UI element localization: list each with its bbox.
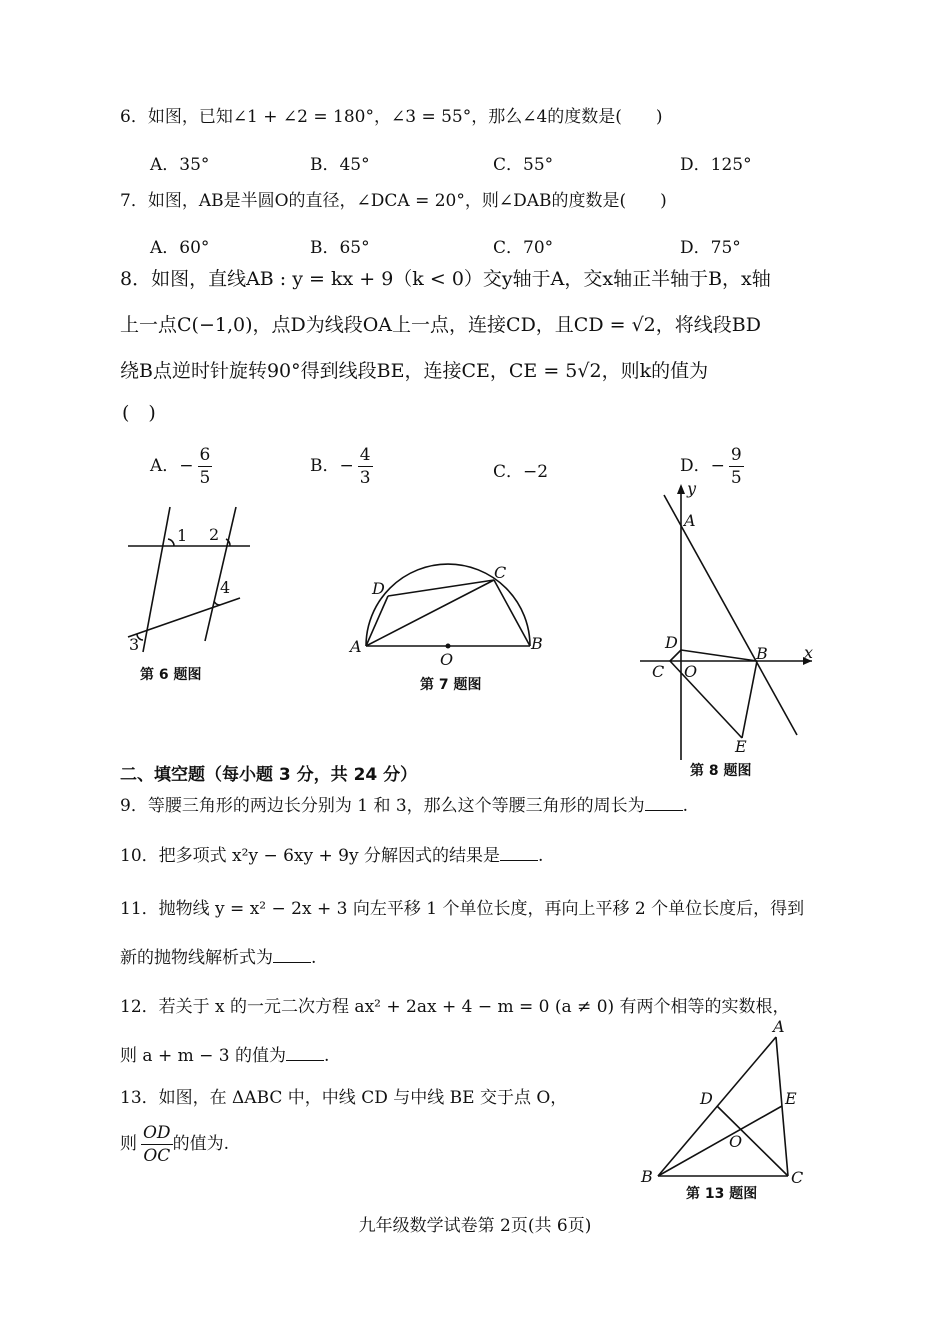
q7-option-d[interactable]: D．75° bbox=[680, 238, 741, 258]
fig13-label-b: B bbox=[641, 1167, 653, 1186]
fig8-label-x: x bbox=[804, 643, 814, 662]
question-6-text: 6．如图，已知∠1 + ∠2 = 180°，∠3 = 55°，那么∠4的度数是( ) bbox=[120, 107, 663, 127]
fig8-label-y: y bbox=[687, 479, 697, 498]
fig13-median-cd bbox=[717, 1106, 788, 1176]
q12-text: 则 a + m − 3 的值为 bbox=[120, 1046, 286, 1066]
section-2-title: 二、填空题（每小题 3 分，共 24 分） bbox=[120, 765, 418, 785]
fig13-label-d: D bbox=[700, 1089, 713, 1108]
q8-option-c-value: −2 bbox=[523, 462, 549, 482]
q11-end: . bbox=[311, 948, 317, 968]
fig6-label-1: 1 bbox=[177, 526, 188, 545]
q8-option-a-sign: − bbox=[179, 456, 194, 476]
q8-option-d-den: 5 bbox=[730, 468, 742, 488]
fig8-segment-be bbox=[742, 661, 757, 738]
q9-end: . bbox=[682, 796, 689, 816]
q13-fraction bbox=[141, 1122, 173, 1167]
q8-option-b-num: 4 bbox=[359, 445, 371, 465]
fig8-caption: 第 8 题图 bbox=[690, 763, 752, 779]
q9-text: 9．等腰三角形的两边长分别为 1 和 3，那么这个等腰三角形的周长为 bbox=[120, 796, 645, 816]
q8-option-d-num: 9 bbox=[730, 445, 742, 465]
page-footer: 九年级数学试卷第 2页(共 6页) bbox=[358, 1216, 592, 1236]
q8-option-b-letter: B． bbox=[310, 456, 340, 476]
fig8-label-b: B bbox=[756, 644, 768, 663]
fig7-label-a: A bbox=[350, 637, 362, 656]
fig8-line-ab bbox=[664, 495, 797, 735]
fig8-label-a: A bbox=[684, 511, 696, 530]
q6-option-a[interactable]: A．35° bbox=[150, 155, 210, 175]
fig13-label-e: E bbox=[785, 1089, 797, 1108]
question-8-line-2: 上一点C(−1,0)，点D为线段OA上一点，连接CD，且CD = √2，将线段BD bbox=[120, 314, 761, 336]
fig6-caption: 第 6 题图 bbox=[140, 667, 202, 683]
fig13-label-c: C bbox=[791, 1168, 804, 1187]
fig13-label-a: A bbox=[773, 1017, 785, 1036]
fig8-segment-db bbox=[681, 650, 757, 661]
fig8-label-c: C bbox=[652, 662, 665, 681]
q7-option-b[interactable]: B．65° bbox=[310, 238, 370, 258]
fig7-label-b: B bbox=[531, 634, 543, 653]
fig6-label-3: 3 bbox=[129, 635, 140, 654]
q13-numerator: OD bbox=[143, 1123, 171, 1143]
question-13-line-1: 13．如图，在 ΔABC 中，中线 CD 与中线 BE 交于点 O， bbox=[120, 1088, 568, 1108]
fig6-label-4: 4 bbox=[220, 578, 231, 597]
fig6-transversal bbox=[128, 598, 240, 637]
q10-text: 10．把多项式 x²y − 6xy + 9y 分解因式的结果是 bbox=[120, 846, 500, 866]
fig6-angle-1-arc bbox=[168, 539, 174, 546]
question-8-line-4: ( ) bbox=[122, 402, 156, 424]
q8-option-b-sign: − bbox=[339, 456, 354, 476]
fig13-label-o: O bbox=[729, 1132, 743, 1151]
question-8-line-1: 8．如图，直线AB : y = kx + 9（k < 0）交y轴于A，交x轴正半轴于B，x轴 bbox=[120, 268, 771, 290]
q8-option-a-den: 5 bbox=[199, 468, 211, 488]
question-13-line-2 bbox=[120, 1122, 229, 1167]
fig8-label-o: O bbox=[684, 662, 698, 681]
q7-option-a[interactable]: A．60° bbox=[150, 238, 210, 258]
fig13-median-be bbox=[658, 1106, 782, 1176]
q13-denominator: OC bbox=[143, 1146, 171, 1166]
q9-answer-blank[interactable] bbox=[645, 794, 683, 811]
q11-answer-blank[interactable] bbox=[273, 946, 311, 963]
fig7-caption: 第 7 题图 bbox=[420, 677, 482, 693]
question-8-line-3: 绕B点逆时针旋转90°得到线段BE，连接CE，CE = 5√2，则k的值为 bbox=[120, 360, 709, 382]
question-12-line-1: 12．若关于 x 的一元二次方程 ax² + 2ax + 4 − m = 0 (a ≠ 0) 有两个相等的实数根， bbox=[120, 997, 790, 1017]
fig7-chord-cb bbox=[494, 580, 530, 646]
q13-prefix: 则 bbox=[120, 1134, 137, 1154]
question-9 bbox=[120, 794, 688, 817]
fig8-label-d: D bbox=[665, 633, 678, 652]
q10-end: . bbox=[537, 846, 544, 866]
question-11-line-2 bbox=[120, 946, 316, 969]
question-12-line-2 bbox=[120, 1044, 329, 1067]
q10-answer-blank[interactable] bbox=[500, 844, 538, 861]
q12-answer-blank[interactable] bbox=[286, 1044, 324, 1061]
q8-option-b-den: 3 bbox=[359, 468, 371, 488]
question-10 bbox=[120, 844, 543, 867]
q11-text: 新的抛物线解析式为 bbox=[120, 948, 273, 968]
q8-option-d-letter: D． bbox=[680, 456, 711, 476]
fig7-label-c: C bbox=[494, 563, 507, 582]
q6-option-b[interactable]: B．45° bbox=[310, 155, 370, 175]
fig6-angle-4-arc bbox=[214, 601, 220, 605]
fig7-label-o: O bbox=[440, 650, 454, 669]
question-7-text: 7．如图，AB是半圆O的直径，∠DCA = 20°，则∠DAB的度数是( ) bbox=[120, 191, 667, 211]
fig13-caption: 第 13 题图 bbox=[686, 1186, 758, 1202]
q6-option-d[interactable]: D．125° bbox=[680, 155, 752, 175]
q6-option-c[interactable]: C．55° bbox=[493, 155, 554, 175]
fig8-label-e: E bbox=[735, 737, 747, 756]
fig6-label-2: 2 bbox=[209, 525, 220, 544]
q12-end: . bbox=[323, 1046, 330, 1066]
question-11-line-1: 11．抛物线 y = x² − 2x + 3 向左平移 1 个单位长度，再向上平移 2 个单位长度后，得到 bbox=[120, 899, 805, 919]
q8-option-d-sign: − bbox=[710, 456, 725, 476]
q7-option-c[interactable]: C．70° bbox=[493, 238, 554, 258]
q8-option-a-letter: A． bbox=[150, 456, 180, 476]
q8-option-a-num: 6 bbox=[199, 445, 211, 465]
q8-option-c-letter: C． bbox=[493, 462, 524, 482]
fig7-label-d: D bbox=[372, 579, 385, 598]
fig8-y-arrow bbox=[677, 484, 685, 494]
fig7-center-point bbox=[446, 644, 451, 649]
q13-suffix: 的值为. bbox=[172, 1134, 229, 1154]
